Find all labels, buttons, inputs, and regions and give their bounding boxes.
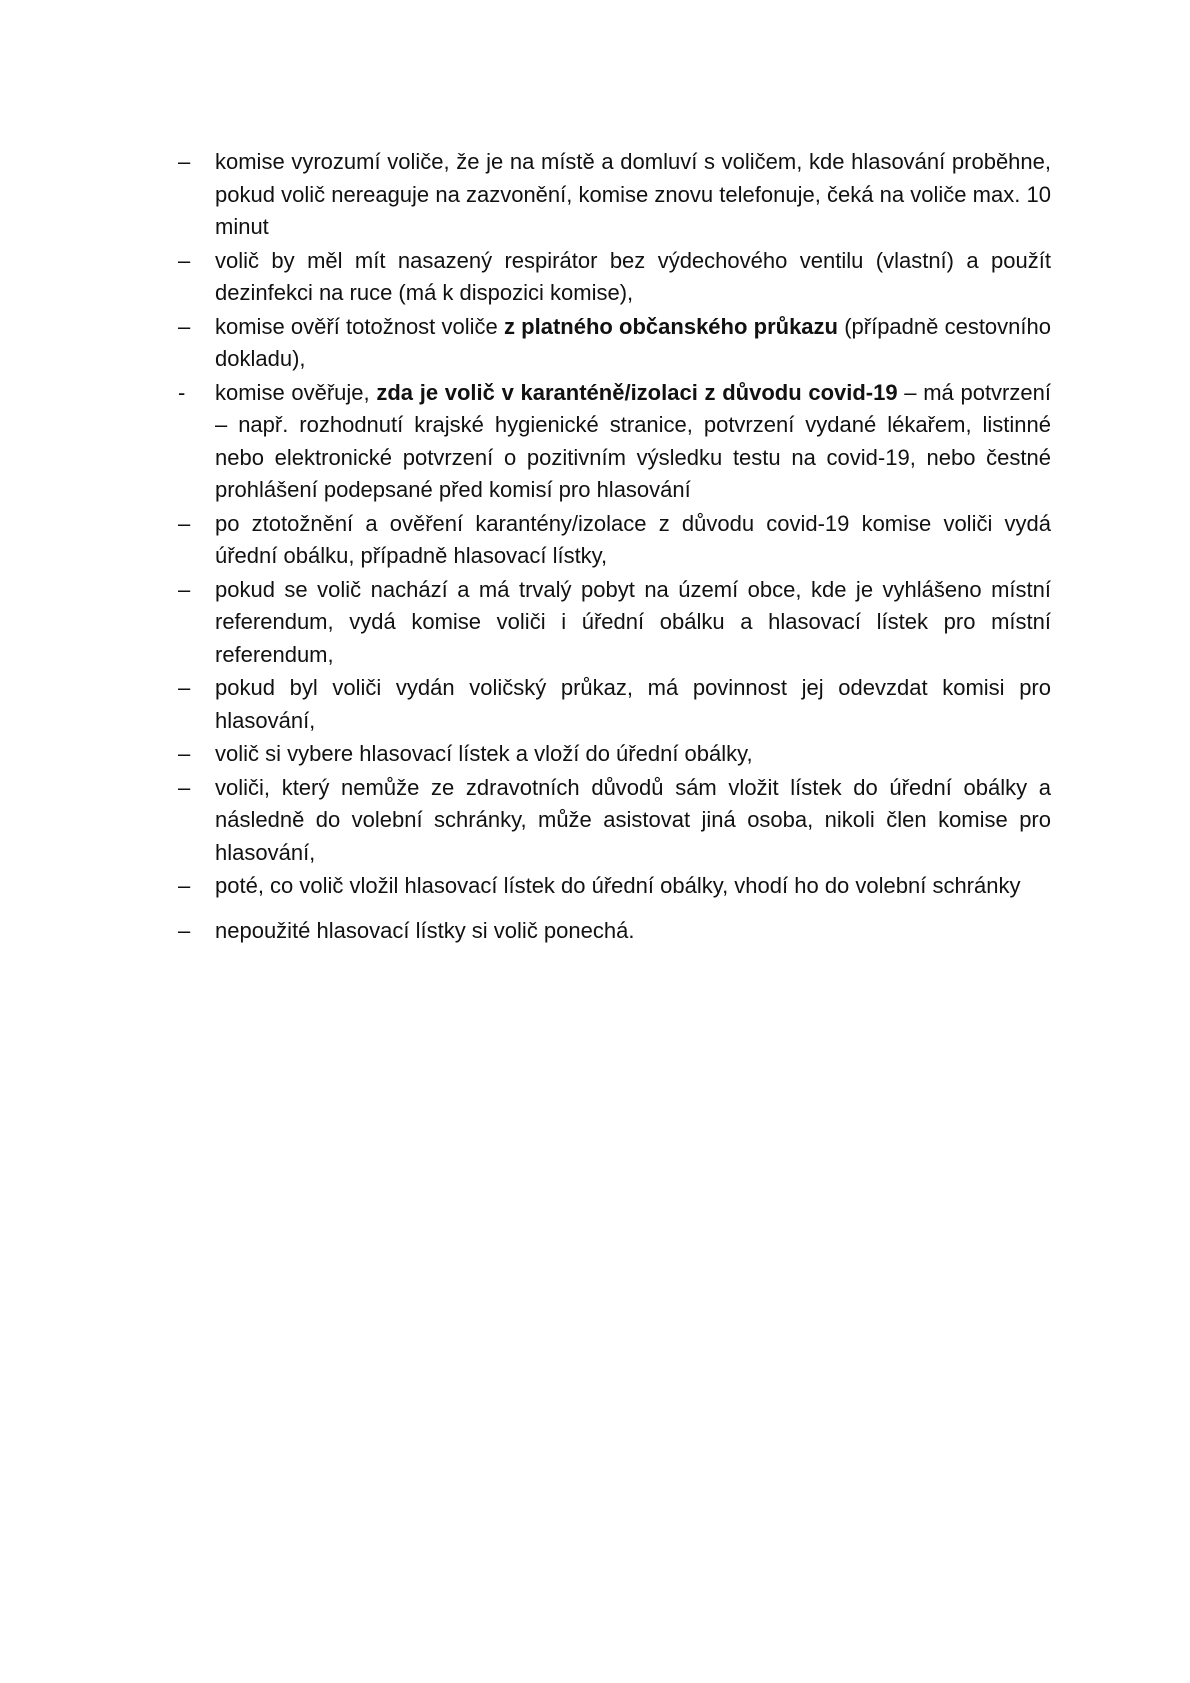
bullet-list [178,146,1051,948]
dash-bullet: – [178,149,191,174]
bold-emphasis: z platného občanského průkazu [503,313,838,339]
dash-bullet: – [178,247,191,273]
dash-bullet: – [178,576,191,602]
list-item [178,772,1051,870]
list-item [178,508,1051,573]
list-item-text: komise ověřuje, zda je volič v karanténě/izolaci z důvodu covid-19 – má potvrzení – např. rozhodnutí krajské hygienické stranice, potvrzení vydané lékařem, listinné nebo elektronické potvrzení o pozitivním výsledku testu na covid-19, nebo čestné prohlášení podepsané před komisí pro hlasování [215,379,1051,502]
dash-bullet: – [178,774,191,800]
list-item-text: pokud byl voliči vydán voličský průkaz, má povinnost jej odevzdat komisi pro hlasování, [215,675,1051,733]
list-item [178,245,1051,310]
dash-bullet: – [178,510,191,536]
hyphen-bullet: - [178,379,186,405]
list-item-text: po ztotožnění a ověření karantény/izolace z důvodu covid-19 komise voliči vydá úřední obálku, případně hlasovací lístky, [215,510,1051,568]
dash-bullet: – [178,741,191,766]
list-item-text: pokud se volič nachází a má trvalý pobyt na území obce, kde je vyhlášeno místní referendum, vydá komise voliči i úřední obálku a hlasovací lístek pro místní referendum, [215,576,1051,667]
list-item-text: poté, co volič vložil hlasovací lístek do úřední obálky, vhodí ho do volební schránky [215,873,1021,898]
list-item-text: volič si vybere hlasovací lístek a vloží do úřední obálky, [215,741,753,766]
bold-emphasis: zda je volič v karanténě/izolaci z důvodu covid-19 [376,379,898,405]
list-item-text: komise vyrozumí voliče, že je na místě a domluví s voličem, kde hlasování proběhne, pokud volič nereaguje na zazvonění, komise znovu telefonuje, čeká na voliče max. 10 minut [215,149,1051,239]
list-item [178,574,1051,672]
list-item [178,311,1051,376]
list-item-text: nepoužité hlasovací lístky si volič ponechá. [215,917,635,943]
dash-bullet: – [178,873,191,898]
list-item-text: volič by měl mít nasazený respirátor bez výdechového ventilu (vlastní) a použít dezinfekci na ruce (má k dispozici komise), [215,247,1051,305]
list-item-text: voliči, který nemůže ze zdravotních důvodů sám vložit lístek do úřední obálky a následně do volební schránky, může asistovat jiná osoba, nikoli člen komise pro hlasování, [215,774,1051,865]
list-item-text: komise ověří totožnost voliče z platného občanského průkazu (případně cestovního dokladu), [215,313,1051,371]
list-item [178,377,1051,507]
dash-bullet: – [178,675,191,700]
list-item [178,738,1051,771]
list-item [178,915,1051,948]
list-item [178,870,1051,903]
list-item [178,146,1051,244]
list-item [178,672,1051,737]
dash-bullet: – [178,313,191,339]
dash-bullet: – [178,917,191,943]
